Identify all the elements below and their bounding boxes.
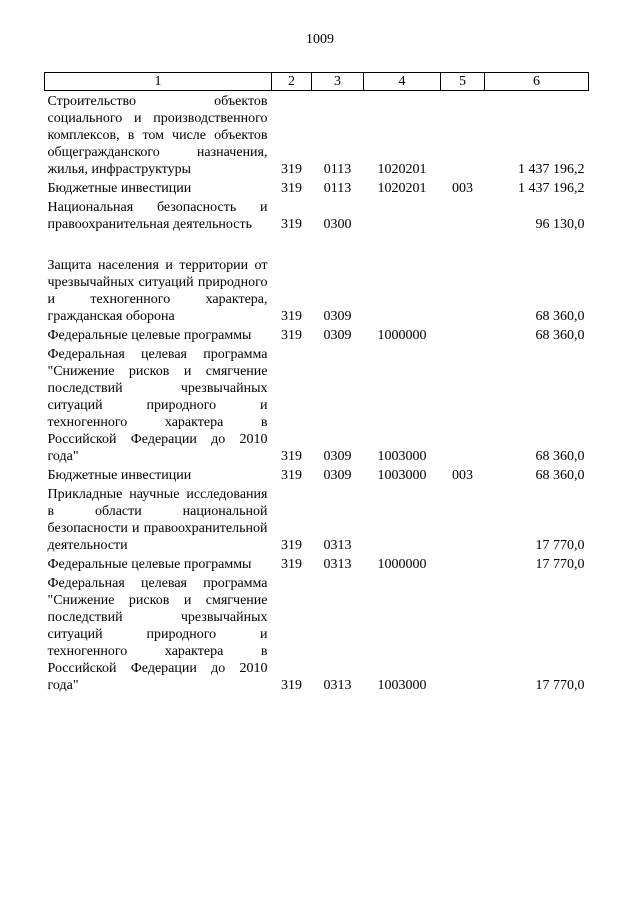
budget-table [44, 72, 589, 694]
row-rz: 0309 [323, 449, 352, 464]
row-name: Федеральная целевая программа "Снижение рисков и смягчение последствий чрезвычайных ситуаций природного и техногенного характера в Российской Федерации до 2010 года" [47, 576, 268, 693]
table-row [45, 573, 589, 694]
row-name: Национальная безопасность и правоохранительная деятельность [47, 200, 268, 232]
row-csr: 1020201 [377, 162, 427, 177]
row-csr [364, 255, 441, 325]
row-csr [364, 197, 441, 233]
row-name: Федеральные целевые программы [47, 557, 252, 572]
page-number: 1009 [306, 32, 334, 47]
row-rz: 0313 [323, 678, 352, 693]
row-rz: 0313 [323, 538, 352, 553]
row-vr [441, 255, 485, 325]
row-rz: 0309 [323, 468, 352, 483]
row-gr: 319 [281, 217, 302, 232]
row-spacer [45, 233, 589, 255]
row-gr: 319 [281, 181, 302, 196]
row-csr [364, 484, 441, 554]
row-amount: 68 360,0 [535, 468, 585, 483]
row-amount: 1 437 196,2 [518, 162, 585, 177]
row-amount: 1 437 196,2 [518, 181, 585, 196]
header-col-6: 6 [485, 73, 589, 91]
table-row [45, 344, 589, 465]
header-col-3: 3 [312, 73, 364, 91]
table-row [45, 554, 589, 573]
row-amount: 68 360,0 [535, 309, 585, 324]
row-vr [441, 197, 485, 233]
row-csr: 1003000 [377, 678, 427, 693]
row-rz: 0113 [323, 162, 352, 177]
header-col-1: 1 [45, 73, 272, 91]
row-vr: 003 [452, 468, 473, 483]
row-csr: 1000000 [377, 328, 427, 343]
row-name: Федеральные целевые программы [47, 328, 252, 343]
row-csr: 1000000 [377, 557, 427, 572]
row-gr: 319 [281, 328, 302, 343]
row-amount: 68 360,0 [535, 328, 585, 343]
row-vr: 003 [452, 181, 473, 196]
table-row [45, 255, 589, 325]
row-amount: 17 770,0 [535, 557, 585, 572]
row-gr: 319 [281, 162, 302, 177]
row-gr: 319 [281, 557, 302, 572]
row-gr: 319 [281, 678, 302, 693]
row-name: Строительство объектов социального и производственного комплексов, в том числе объектов общегражданского назначения, жилья, инфраструктуры [47, 94, 268, 177]
row-amount: 17 770,0 [535, 678, 585, 693]
row-csr: 1003000 [377, 468, 427, 483]
row-rz: 0309 [323, 309, 352, 324]
row-name: Прикладные научные исследования в области национальной безопасности и правоохранительной деятельности [47, 487, 268, 553]
header-col-4: 4 [364, 73, 441, 91]
row-rz: 0113 [323, 181, 352, 196]
row-amount: 68 360,0 [535, 449, 585, 464]
table-row [45, 325, 589, 344]
row-vr [441, 91, 485, 179]
header-col-2: 2 [272, 73, 312, 91]
row-rz: 0313 [323, 557, 352, 572]
row-amount: 17 770,0 [535, 538, 585, 553]
row-amount: 96 130,0 [535, 217, 585, 232]
row-csr: 1003000 [377, 449, 427, 464]
table-body [45, 91, 589, 695]
row-gr: 319 [281, 309, 302, 324]
row-gr: 319 [281, 468, 302, 483]
row-vr [441, 325, 485, 344]
table-header [45, 73, 589, 91]
row-rz: 0300 [323, 217, 352, 232]
row-vr [441, 573, 485, 694]
row-vr [441, 484, 485, 554]
table-row [45, 465, 589, 484]
row-gr: 319 [281, 449, 302, 464]
row-name: Защита населения и территории от чрезвычайных ситуаций природного и техногенного характера, гражданская оборона [47, 258, 268, 324]
row-rz: 0309 [323, 328, 352, 343]
row-csr: 1020201 [377, 181, 427, 196]
table-row [45, 91, 589, 179]
row-vr [441, 344, 485, 465]
row-name: Федеральная целевая программа "Снижение рисков и смягчение последствий чрезвычайных ситуаций природного и техногенного характера в Российской Федерации до 2010 года" [47, 347, 268, 464]
header-col-5: 5 [441, 73, 485, 91]
row-gr: 319 [281, 538, 302, 553]
table-row [45, 178, 589, 197]
table-row [45, 484, 589, 554]
row-vr [441, 554, 485, 573]
row-name: Бюджетные инвестиции [47, 181, 192, 196]
table-row [45, 197, 589, 233]
row-name: Бюджетные инвестиции [47, 468, 192, 483]
header-row [45, 73, 589, 91]
